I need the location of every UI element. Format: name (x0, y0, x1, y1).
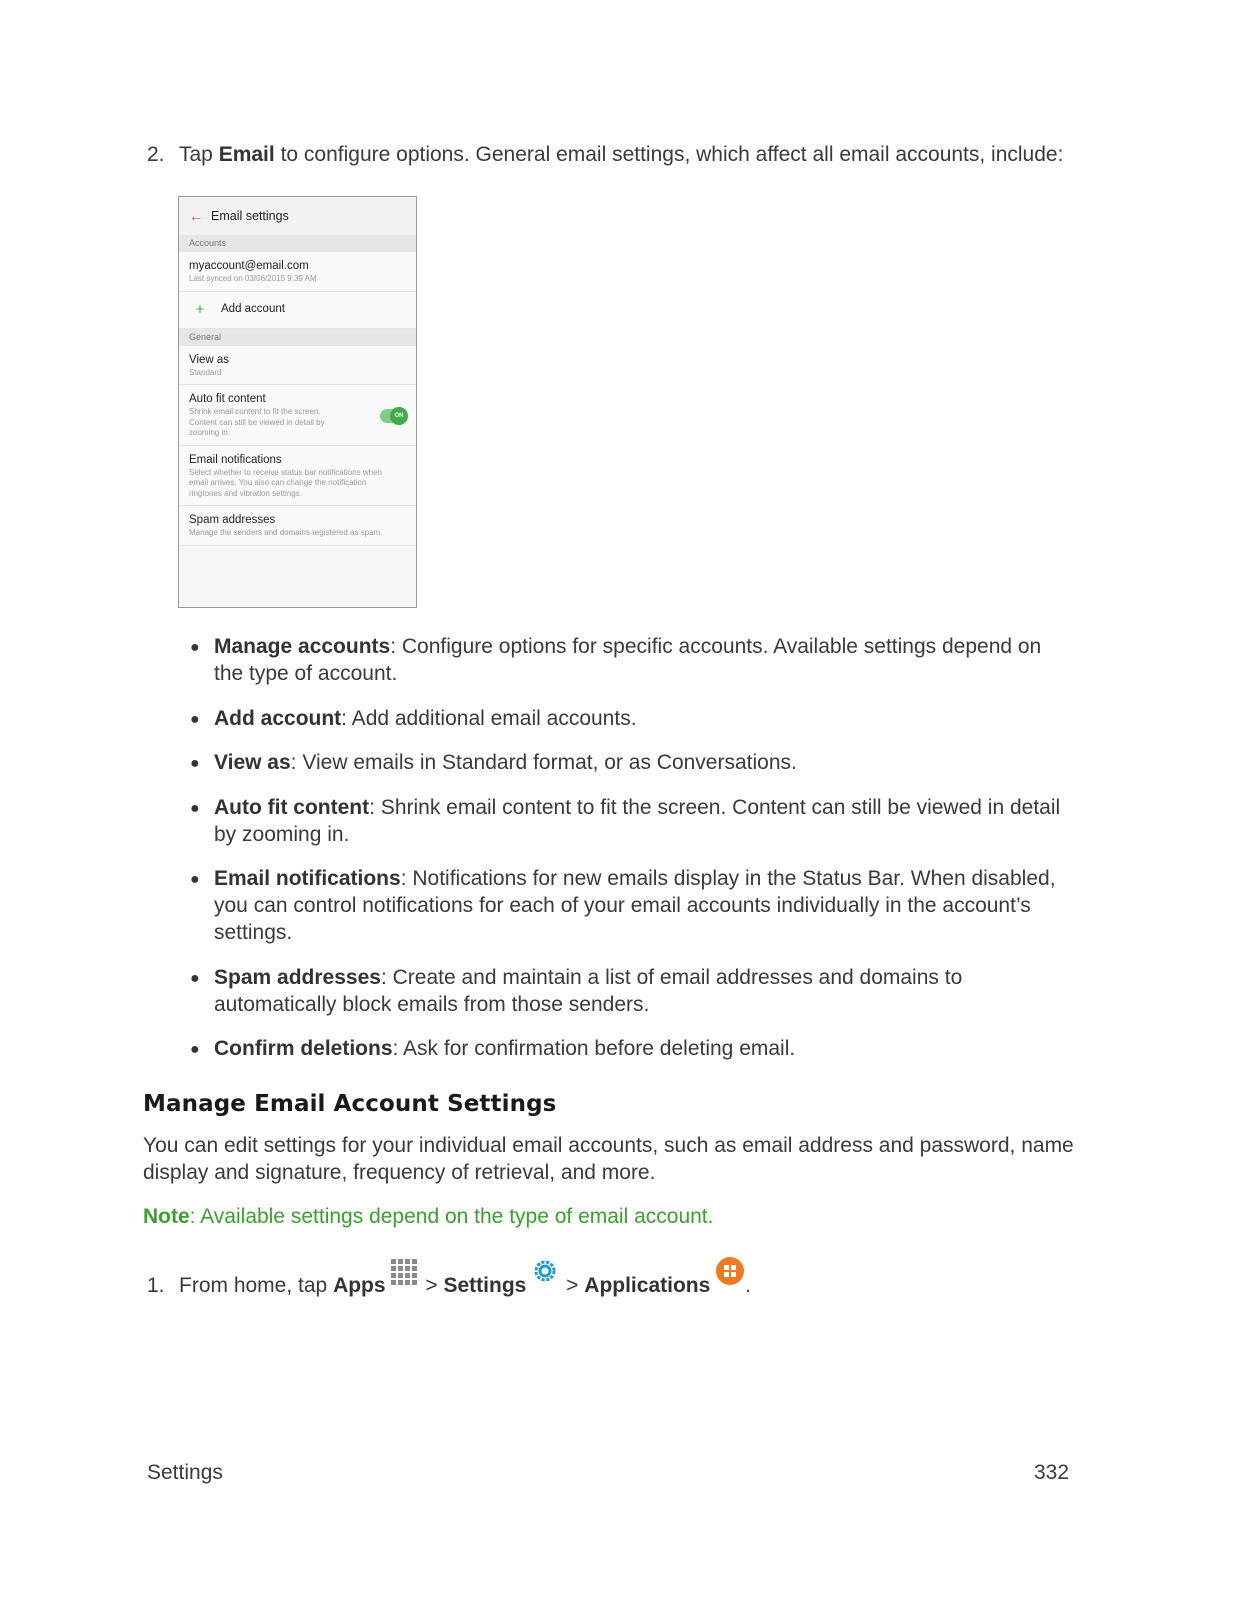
list-item (190, 865, 1070, 946)
step-text-after: to configure options. General email settings, which affect all email accounts, include: (274, 143, 1064, 166)
email-settings-screenshot (178, 196, 417, 608)
step-number: 2. (147, 143, 165, 166)
notifications-title: Email notifications (189, 453, 282, 466)
step-text-before: Tap (179, 143, 219, 166)
bullet-term: View as (214, 751, 291, 774)
add-account-row (179, 292, 416, 329)
settings-gear-icon (530, 1256, 560, 1293)
settings-bullet-list (190, 633, 1070, 1080)
period: . (745, 1274, 752, 1297)
page-number: 332 (1034, 1461, 1070, 1484)
bullet-text: : Shrink email content to fit the screen. Content can still be viewed in detail by zooming in. (214, 795, 1061, 846)
back-arrow-icon: ← (189, 208, 203, 224)
section-heading: Manage Email Account Settings (143, 1091, 557, 1117)
bullet-dot: ● (190, 969, 200, 987)
bullet-text: : Create and maintain a list of email addresses and domains to automatically block emails from those senders. (214, 965, 963, 1016)
step-text-before: From home, tap (179, 1274, 334, 1297)
bullet-term: Email notifications (214, 867, 401, 890)
list-item (190, 705, 1070, 732)
notifications-row (179, 446, 416, 507)
notifications-desc: Select whether to receive status bar notifications when email arrives. You also can change the notification ringtones and vibration settings. (189, 467, 382, 498)
bullet-text: : Configure options for specific accounts. Available settings depend on the type of account. (214, 635, 1042, 685)
bullet-dot: ● (190, 1041, 200, 1058)
account-row (179, 252, 416, 292)
view-as-title: View as (189, 353, 230, 366)
bullet-dot: ● (190, 639, 200, 656)
list-item (190, 964, 1070, 1018)
bullet-dot: ● (190, 871, 200, 888)
plus-icon: + (195, 301, 205, 318)
bullet-term: Confirm deletions (214, 1037, 393, 1060)
bullet-text: : Add additional email accounts. (341, 706, 637, 730)
step-number: 1. (147, 1274, 165, 1297)
bullet-term: Spam addresses (214, 965, 381, 989)
step-bold-email: Email (218, 143, 275, 166)
toggle-knob: ON (390, 407, 408, 425)
separator: > (419, 1274, 444, 1297)
settings-label: Settings (443, 1274, 527, 1297)
bullet-text: : View emails in Standard format, or as Conversations. (290, 751, 797, 774)
bullet-dot: ● (190, 799, 200, 817)
note (143, 1203, 713, 1230)
apps-label: Apps (333, 1274, 386, 1297)
auto-fit-row (179, 385, 416, 446)
bullet-term: Manage accounts (214, 635, 391, 658)
bullet-text: : Ask for confirmation before deleting email. (392, 1037, 796, 1060)
note-text: : Available settings depend on the type of email account. (189, 1205, 714, 1228)
step-2 (147, 141, 1063, 168)
spam-row (179, 506, 416, 546)
account-synced: Last synced on 03/06/2015 9:39 AM (189, 274, 317, 283)
add-account-label: Add account (221, 303, 285, 315)
section-header-general: General (179, 329, 416, 346)
bullet-term: Auto fit content (214, 795, 370, 819)
auto-fit-title: Auto fit content (189, 393, 266, 405)
apps-grid-icon (390, 1258, 420, 1295)
view-as-value: Standard (189, 367, 222, 377)
bullet-dot: ● (190, 755, 200, 772)
note-label: Note (143, 1205, 190, 1228)
view-as-row (179, 346, 416, 386)
list-item (190, 1035, 1070, 1062)
auto-fit-desc: Shrink email content to fit the screen. Content can still be viewed in detail by zooming in. (189, 407, 325, 437)
bullet-text: : Notifications for new emails display in the Status Bar. When disabled, you can control notifications for each of your email accounts individually in the account’s settings. (214, 867, 1056, 944)
auto-fit-toggle (380, 409, 406, 423)
app-bar-title: Email settings (211, 209, 289, 223)
step-1 (147, 1256, 751, 1299)
section-header-accounts: Accounts (179, 235, 416, 252)
bullet-dot: ● (190, 710, 200, 728)
separator: > (560, 1274, 585, 1297)
list-item (190, 633, 1070, 687)
list-item (190, 749, 1070, 776)
applications-label: Applications (584, 1274, 711, 1297)
spam-desc: Manage the senders and domains registered as spam. (189, 528, 383, 537)
account-email: myaccount@email.com (189, 260, 309, 272)
list-item (190, 794, 1070, 848)
footer-section: Settings (147, 1461, 223, 1484)
bullet-term: Add account (214, 706, 342, 730)
applications-icon (715, 1256, 745, 1293)
section-paragraph: You can edit settings for your individual email accounts, such as email address and password, name display and signature, frequency of retrieval, and more. (143, 1134, 1074, 1184)
spam-title: Spam addresses (189, 514, 276, 526)
app-bar (179, 197, 416, 235)
